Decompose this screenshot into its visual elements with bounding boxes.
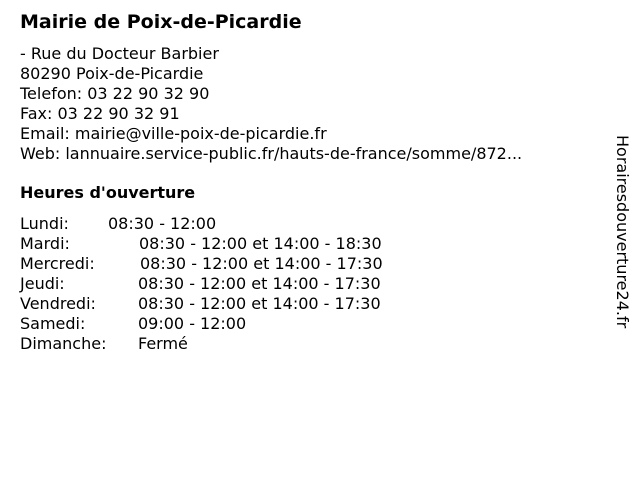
day-label: Samedi:: [20, 314, 86, 333]
time-value: 08:30 - 12:00 et 14:00 - 18:30: [139, 234, 382, 253]
day-label: Mercredi:: [20, 254, 95, 273]
watermark-text: Horairesdouverture24.fr: [613, 135, 632, 329]
web-address: Web: lannuaire.service-public.fr/hauts-de-france/somme/872...: [20, 144, 523, 163]
fax-number: Fax: 03 22 90 32 91: [20, 104, 180, 123]
day-label: Dimanche:: [20, 334, 107, 353]
time-value: 09:00 - 12:00: [138, 314, 247, 333]
day-label: Vendredi:: [20, 294, 96, 313]
time-value: 08:30 - 12:00: [108, 214, 217, 233]
page-title: Mairie de Poix-de-Picardie: [20, 11, 302, 33]
time-value: 08:30 - 12:00 et 14:00 - 17:30: [140, 254, 383, 273]
email-address: Email: mairie@ville-poix-de-picardie.fr: [20, 124, 327, 143]
time-value: Fermé: [138, 334, 188, 353]
contact-block: [20, 44, 522, 164]
street-address: - Rue du Docteur Barbier: [20, 44, 219, 63]
time-value: 08:30 - 12:00 et 14:00 - 17:30: [138, 274, 381, 293]
city-address: 80290 Poix-de-Picardie: [20, 64, 204, 83]
time-value: 08:30 - 12:00 et 14:00 - 17:30: [138, 294, 381, 313]
phone-number: Telefon: 03 22 90 32 90: [20, 84, 210, 103]
day-label: Mardi:: [20, 234, 70, 253]
day-label: Lundi:: [20, 214, 69, 233]
day-label: Jeudi:: [20, 274, 65, 293]
hours-heading: Heures d'ouverture: [20, 183, 196, 202]
